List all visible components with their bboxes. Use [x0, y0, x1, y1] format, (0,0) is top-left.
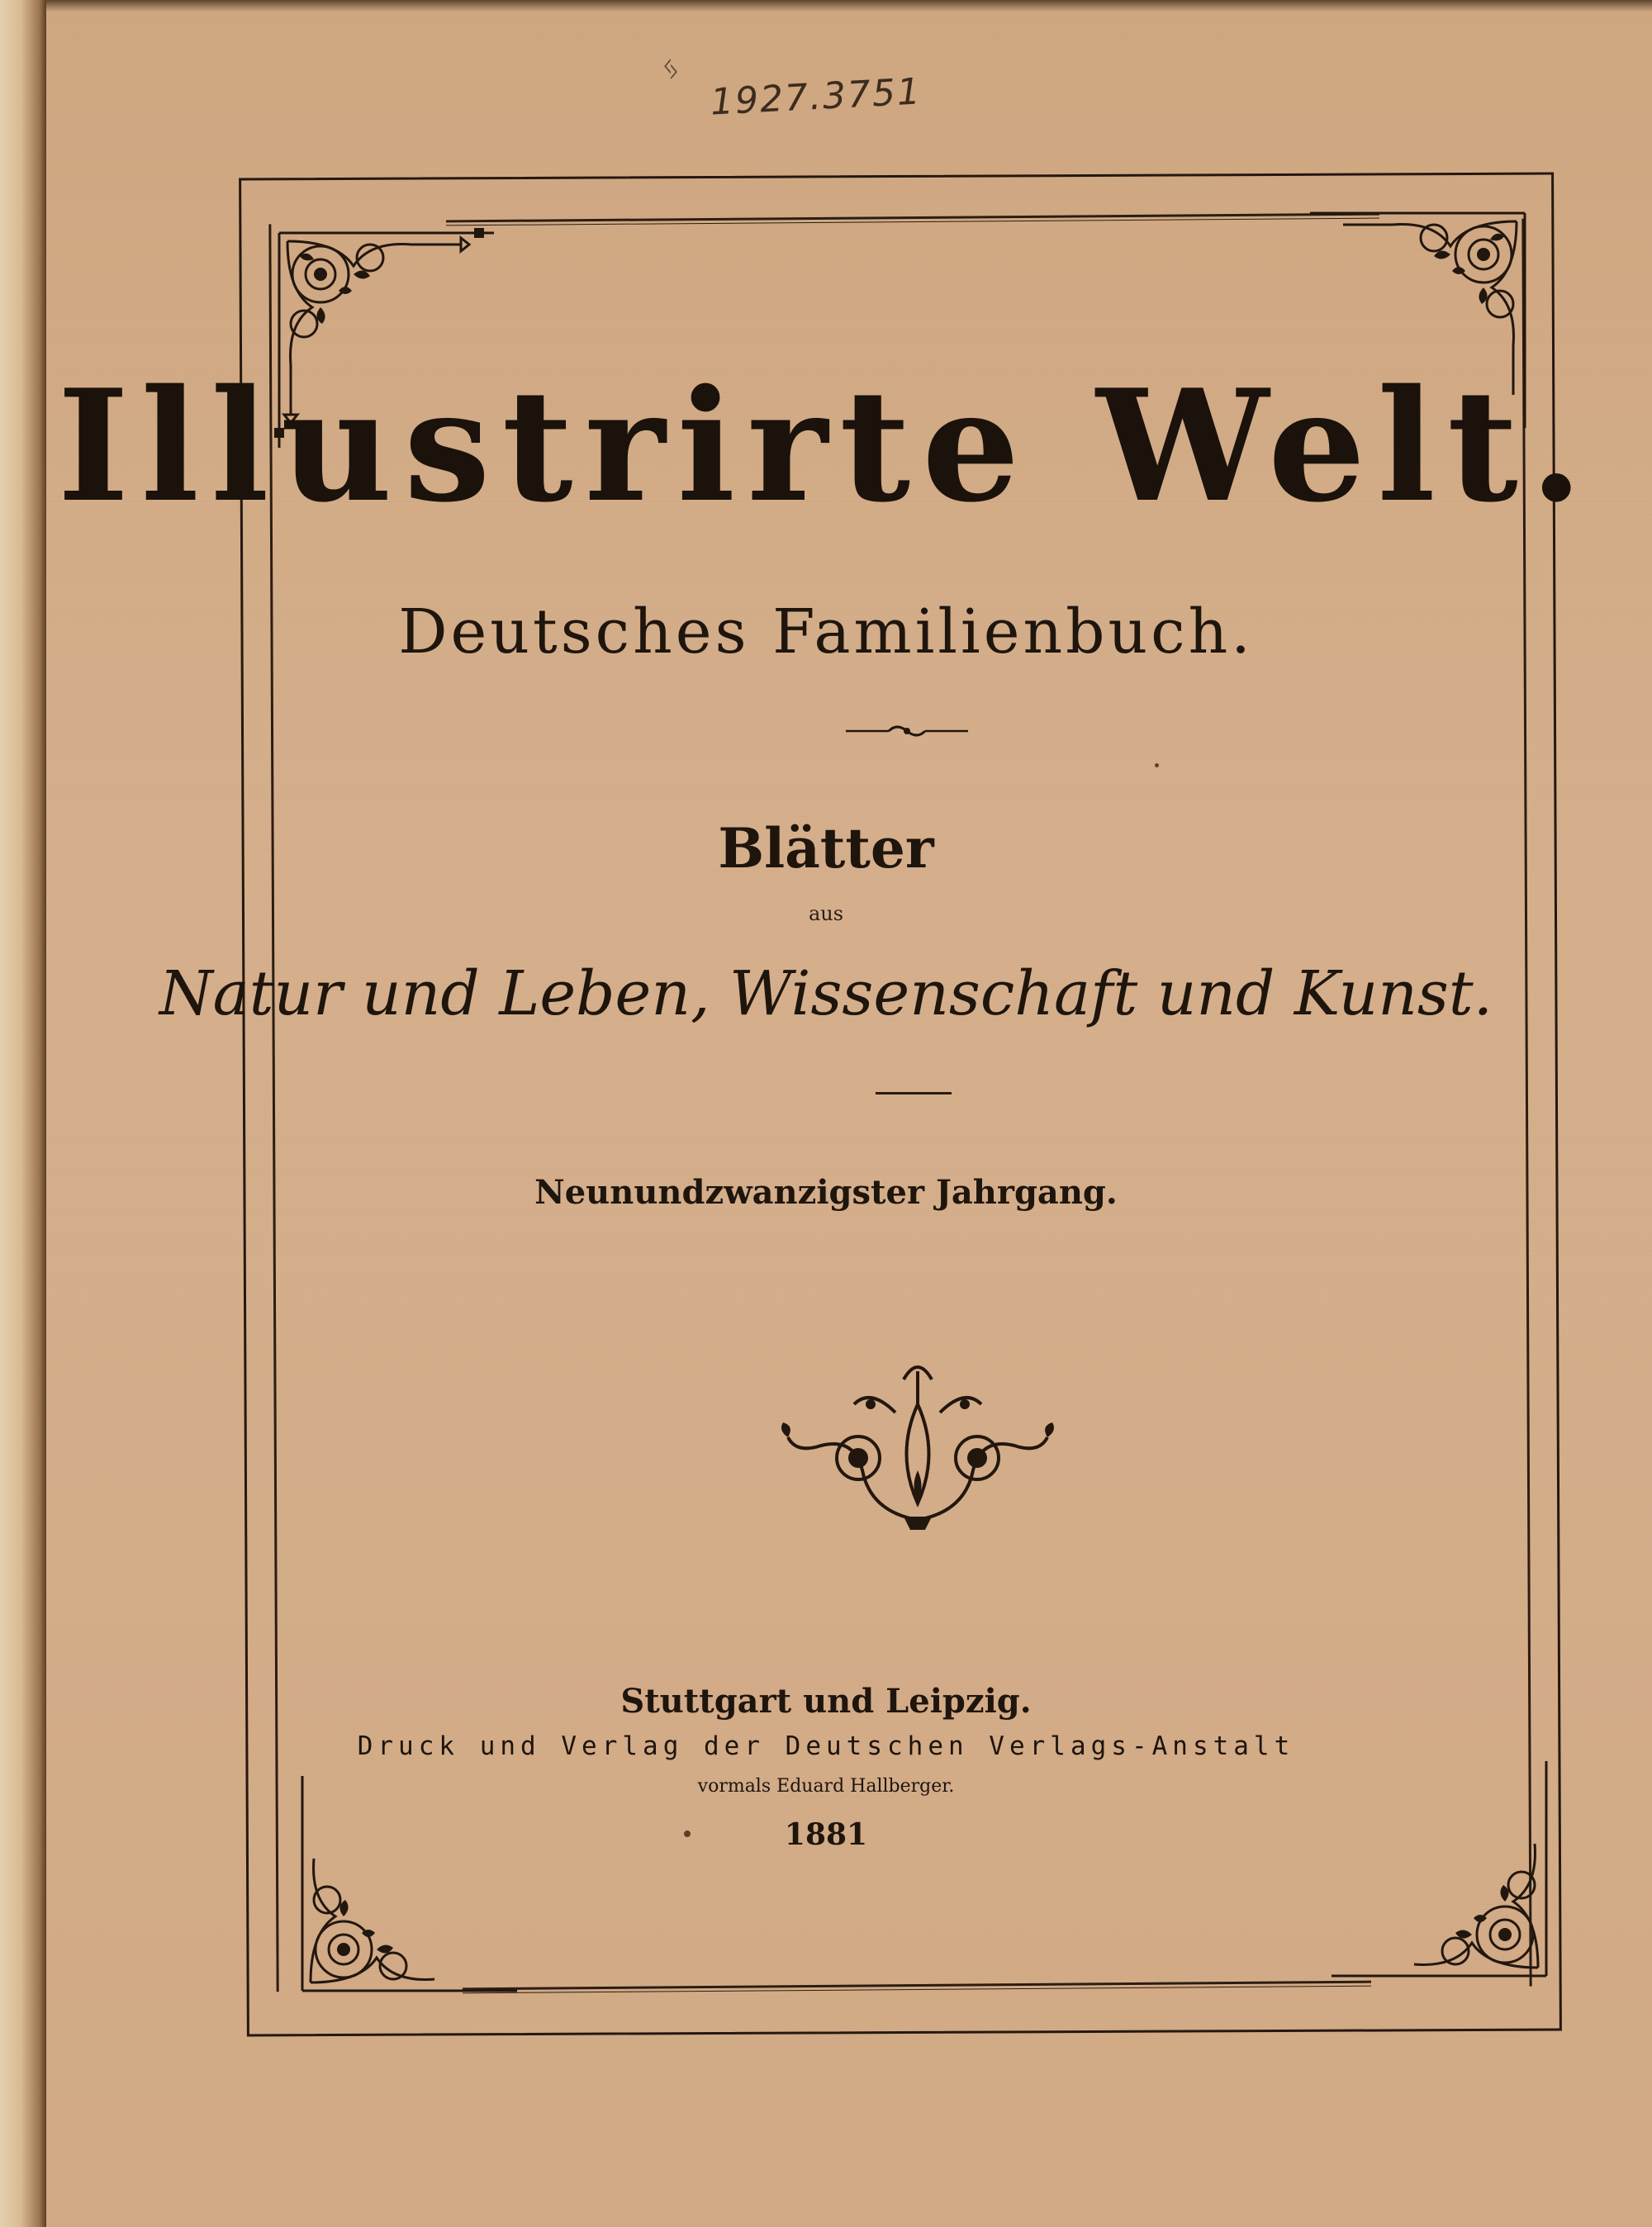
publisher-former-name: vormals Eduard Hallberger.: [697, 1776, 955, 1797]
publisher-line: Druck und Verlag der Deutschen Verlags-Anstalt: [357, 1731, 1295, 1761]
book-spine-edge: [0, 0, 46, 2227]
place-line: Stuttgart und Leipzig.: [620, 1682, 1032, 1721]
shelfmark: 1927.3751: [709, 70, 923, 124]
corner-ornament-bottom-left: [286, 1759, 534, 2007]
floral-vignette-icon: [771, 1355, 1064, 1536]
pencil-mark: ᛃ: [661, 50, 681, 88]
divider-flourish-icon: [846, 719, 968, 743]
ink-speck: [684, 1831, 691, 1837]
topics-line: Natur und Leben, Wissenschaft und Kunst.: [159, 958, 1493, 1029]
main-title: Illustrirte Welt.: [57, 355, 1595, 536]
publication-year: 1881: [784, 1817, 868, 1852]
ink-speck: [1155, 763, 1159, 767]
connector-word: aus: [808, 902, 844, 925]
subtitle: Deutsches Familienbuch.: [398, 596, 1254, 667]
page-top-shadow: [46, 0, 1652, 12]
volume-line: Neunundzwanzigster Jahrgang.: [534, 1173, 1118, 1212]
section-heading: Blätter: [718, 816, 934, 881]
short-divider-rule: [876, 1092, 952, 1095]
